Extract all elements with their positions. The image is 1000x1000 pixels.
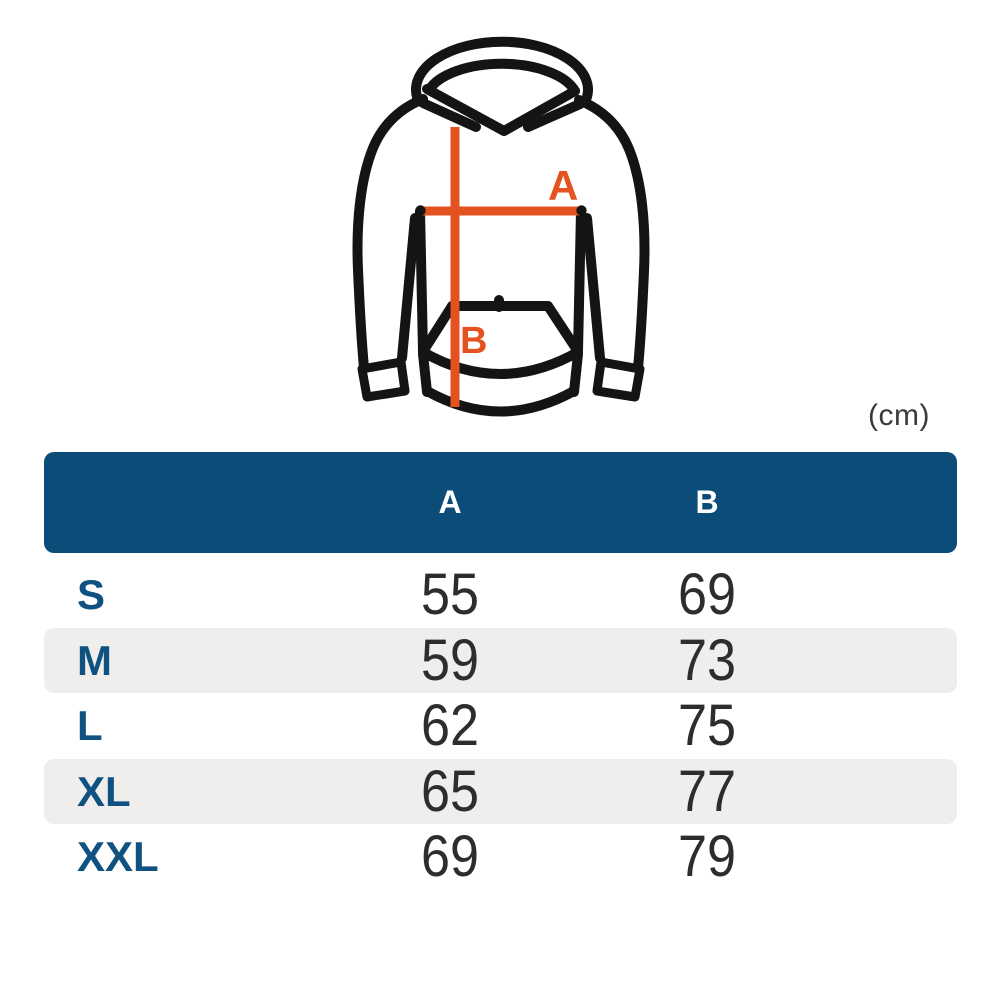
table-row xyxy=(44,693,957,759)
table-row xyxy=(44,824,957,890)
measurement-label-b: B xyxy=(460,320,488,362)
size-label: XXL xyxy=(77,833,159,880)
body-edge-left xyxy=(420,211,423,351)
value-a: 55 xyxy=(420,562,480,627)
hem-top xyxy=(423,352,578,374)
size-label: S xyxy=(77,571,106,618)
hood-outer xyxy=(416,42,588,97)
table-header xyxy=(44,452,957,553)
value-b: 75 xyxy=(677,693,737,758)
units-label: (cm) xyxy=(868,399,930,432)
column-header-a: A xyxy=(438,484,462,520)
cuff-left xyxy=(362,362,405,397)
hem-edge-left xyxy=(423,354,427,392)
cap-left xyxy=(415,205,425,215)
size-label: M xyxy=(77,636,112,684)
sleeve-inner-right xyxy=(587,218,600,358)
hem-edge-right xyxy=(574,354,578,392)
body-edge-right xyxy=(578,211,581,351)
value-a: 62 xyxy=(420,693,480,758)
value-a: 69 xyxy=(420,824,480,889)
hood-inner xyxy=(429,64,575,91)
table-row xyxy=(44,562,957,628)
hoodie-diagram xyxy=(330,10,670,430)
pocket-side-left xyxy=(424,306,452,350)
pocket-side-right xyxy=(548,306,577,350)
hem-bottom xyxy=(427,391,574,412)
sleeve-inner-left xyxy=(402,218,415,358)
size-table-body xyxy=(44,562,957,890)
value-b: 73 xyxy=(677,627,737,693)
table-row xyxy=(44,628,957,694)
size-label: L xyxy=(77,702,103,749)
cuff-right xyxy=(597,362,640,397)
value-a: 65 xyxy=(420,758,480,824)
value-a: 59 xyxy=(420,627,480,693)
hoodie-outline xyxy=(358,42,645,412)
value-b: 77 xyxy=(677,758,737,824)
table-row xyxy=(44,759,957,825)
value-b: 69 xyxy=(677,562,737,627)
value-b: 79 xyxy=(677,824,737,889)
column-header-b: B xyxy=(695,484,719,520)
size-label: XL xyxy=(77,767,131,815)
measurement-label-a: A xyxy=(548,162,579,209)
